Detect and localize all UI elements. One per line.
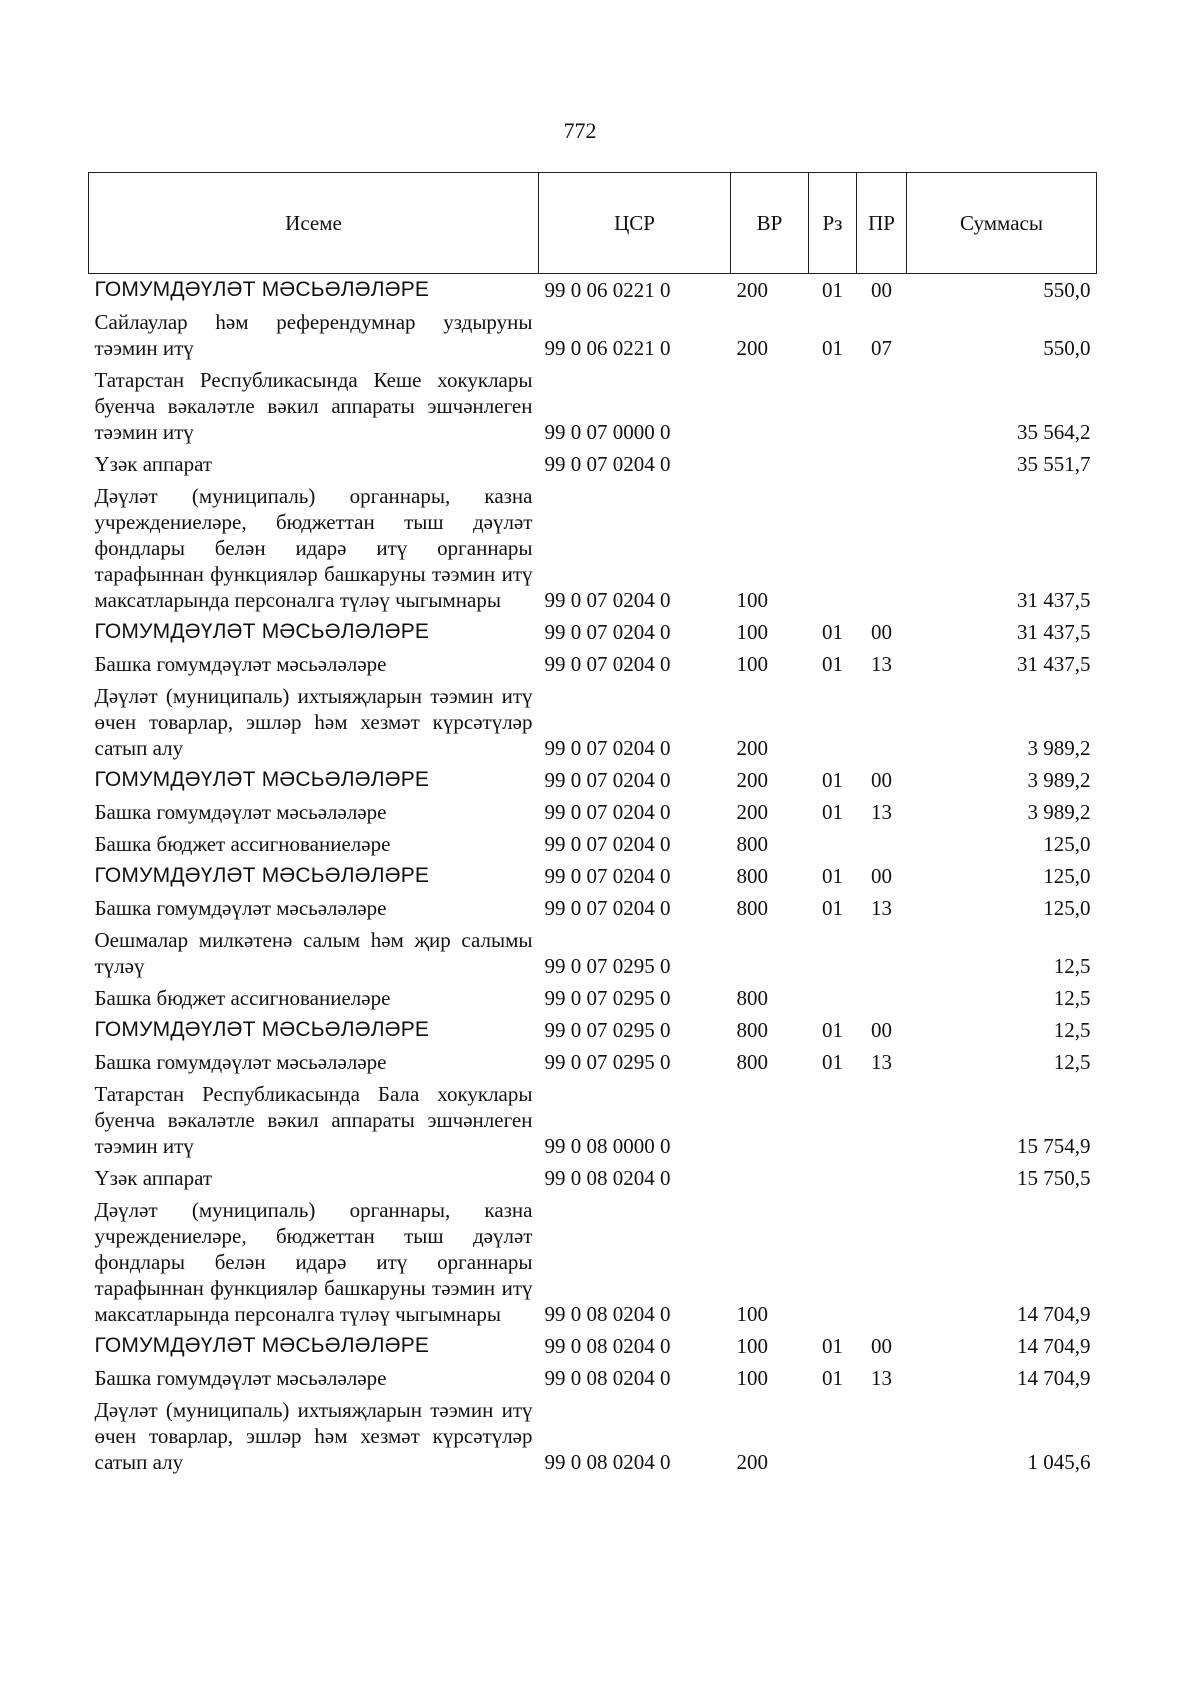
cell-csr: 99 0 07 0204 0 [544,864,671,888]
cell-csr: 99 0 08 0204 0 [544,1450,671,1474]
cell-name: Татарстан Республикасында Кеше хокуклары буенча вәкаләтле вәкил аппараты эшчәнлеген тәэмин итү [94,368,533,444]
cell-name: Дәүләт (муниципаль) органнары, казна учреждениеләре, бюджеттан тыш дәүләт фондлары белән идарә итү органнары тарафыннан функцияләр башкаруны тәэмин итү максатларында персоналга түләү чыгымнары [94,484,533,612]
cell-name: Башка гомумдәүләт мәсьәләләре [94,1050,387,1074]
cell-vr: 200 [736,278,768,302]
cell-pr: 00 [871,768,892,792]
cell-sum: 3 989,2 [1027,800,1091,824]
cell-sum: 125,0 [1043,832,1091,856]
cell-vr: 800 [736,1050,768,1074]
cell-vr [731,924,809,982]
cell-csr: 99 0 06 0221 0 [544,336,671,360]
cell-vr: 200 [736,736,768,760]
cell-name: ГОМУМДӘҮЛӘТ МӘСЬӘЛӘЛӘРЕ [94,864,430,887]
cell-rz: 01 [822,652,843,676]
cell-sum: 12,5 [1053,1018,1091,1042]
table-row [89,364,1097,448]
cell-sum: 550,0 [1043,278,1091,302]
cell-pr: 00 [871,864,892,888]
cell-rz [809,828,857,860]
cell-pr: 00 [871,1018,892,1042]
cell-rz: 01 [822,1366,843,1390]
table-row [89,448,1097,480]
cell-pr: 00 [871,1334,892,1358]
cell-csr: 99 0 08 0204 0 [544,1302,671,1326]
cell-sum: 125,0 [1043,896,1091,920]
table-row [89,982,1097,1014]
table-row [89,1162,1097,1194]
cell-pr [857,448,907,480]
cell-name: Үзәк аппарат [94,452,213,476]
cell-rz: 01 [822,896,843,920]
cell-csr: 99 0 08 0204 0 [544,1366,671,1390]
cell-name: Башка бюджет ассигнованиеләре [94,986,391,1010]
cell-name: Үзәк аппарат [94,1166,213,1190]
budget-table [88,172,1097,1478]
cell-pr [857,680,907,764]
table-row [89,648,1097,680]
cell-rz: 01 [822,768,843,792]
cell-name: Башка гомумдәүләт мәсьәләләре [94,652,387,676]
table-row [89,274,1097,307]
table-row [89,1362,1097,1394]
cell-rz [809,1394,857,1478]
cell-csr: 99 0 07 0204 0 [544,768,671,792]
cell-rz: 01 [822,1018,843,1042]
cell-rz: 01 [822,336,843,360]
table-row [89,764,1097,796]
cell-vr [731,1162,809,1194]
table-row [89,480,1097,616]
cell-vr: 800 [736,896,768,920]
cell-vr [731,448,809,480]
header-name: Исеме [89,173,539,274]
cell-csr: 99 0 07 0295 0 [544,986,671,1010]
cell-pr [857,982,907,1014]
table-row [89,1330,1097,1362]
cell-vr: 100 [736,620,768,644]
cell-sum: 31 437,5 [1017,588,1091,612]
table-row [89,860,1097,892]
cell-vr: 800 [736,864,768,888]
cell-sum: 12,5 [1053,954,1091,978]
cell-sum: 35 564,2 [1017,420,1091,444]
cell-csr: 99 0 07 0000 0 [544,420,671,444]
cell-name: Дәүләт (муниципаль) органнары, казна учреждениеләре, бюджеттан тыш дәүләт фондлары белән идарә итү органнары тарафыннан функцияләр башкаруны тәэмин итү максатларында персоналга түләү чыгымнары [94,1198,533,1326]
header-vr: ВР [731,173,809,274]
cell-csr: 99 0 07 0204 0 [544,452,671,476]
cell-name: ГОМУМДӘҮЛӘТ МӘСЬӘЛӘЛӘРЕ [94,1018,430,1041]
cell-name: Башка гомумдәүләт мәсьәләләре [94,1366,387,1390]
cell-pr [857,1078,907,1162]
header-rz: Рз [809,173,857,274]
cell-name: ГОМУМДӘҮЛӘТ МӘСЬӘЛӘЛӘРЕ [94,620,430,643]
cell-name: Башка бюджет ассигнованиеләре [94,832,391,856]
cell-rz [809,982,857,1014]
cell-csr: 99 0 08 0204 0 [544,1166,671,1190]
cell-vr [731,364,809,448]
cell-sum: 31 437,5 [1017,652,1091,676]
cell-sum: 15 750,5 [1017,1166,1091,1190]
cell-vr: 100 [736,588,768,612]
cell-pr: 13 [871,800,892,824]
table-row [89,306,1097,364]
cell-rz: 01 [822,1334,843,1358]
cell-sum: 31 437,5 [1017,620,1091,644]
cell-pr: 07 [871,336,892,360]
table-header-row [89,173,1097,274]
cell-sum: 3 989,2 [1027,736,1091,760]
table-row [89,1394,1097,1478]
cell-sum: 14 704,9 [1017,1302,1091,1326]
cell-csr: 99 0 07 0204 0 [544,620,671,644]
cell-csr: 99 0 07 0204 0 [544,652,671,676]
table-body [89,274,1097,1479]
cell-rz: 01 [822,864,843,888]
cell-name: ГОМУМДӘҮЛӘТ МӘСЬӘЛӘЛӘРЕ [94,768,430,791]
cell-rz [809,364,857,448]
cell-rz: 01 [822,620,843,644]
cell-sum: 1 045,6 [1027,1450,1091,1474]
cell-pr [857,364,907,448]
table-row [89,892,1097,924]
cell-name: Дәүләт (муниципаль) ихтыяҗларын тәэмин итү өчен товарлар, эшләр һәм хезмәт күрсәтүләр сатып алу [94,1398,533,1474]
cell-sum: 14 704,9 [1017,1366,1091,1390]
cell-csr: 99 0 07 0295 0 [544,954,671,978]
cell-name: ГОМУМДӘҮЛӘТ МӘСЬӘЛӘЛӘРЕ [94,1334,430,1357]
cell-pr [857,480,907,616]
cell-rz: 01 [822,278,843,302]
table-row [89,828,1097,860]
cell-name: Дәүләт (муниципаль) ихтыяҗларын тәэмин итү өчен товарлар, эшләр һәм хезмәт күрсәтүләр сатып алу [94,684,533,760]
cell-name: Татарстан Республикасында Бала хокуклары буенча вәкаләтле вәкил аппараты эшчәнлеген тәэмин итү [94,1082,533,1158]
cell-pr [857,1394,907,1478]
cell-pr [857,1162,907,1194]
cell-sum: 15 754,9 [1017,1134,1091,1158]
header-csr: ЦСР [539,173,731,274]
cell-pr: 13 [871,652,892,676]
cell-vr: 200 [736,336,768,360]
cell-name: Сайлаулар һәм референдумнар уздыруны тәэмин итү [94,310,533,360]
cell-sum: 12,5 [1053,1050,1091,1074]
cell-name: ГОМУМДӘҮЛӘТ МӘСЬӘЛӘЛӘРЕ [94,278,430,301]
cell-rz [809,1078,857,1162]
cell-vr: 100 [736,1366,768,1390]
cell-vr: 100 [736,652,768,676]
cell-vr: 100 [736,1334,768,1358]
cell-csr: 99 0 07 0204 0 [544,736,671,760]
cell-vr [731,1078,809,1162]
cell-csr: 99 0 07 0295 0 [544,1050,671,1074]
cell-pr: 00 [871,278,892,302]
cell-rz [809,1194,857,1330]
cell-name: Башка гомумдәүләт мәсьәләләре [94,896,387,920]
cell-csr: 99 0 07 0295 0 [544,1018,671,1042]
cell-vr: 800 [736,832,768,856]
cell-pr [857,1194,907,1330]
cell-vr: 100 [736,1302,768,1326]
cell-csr: 99 0 08 0204 0 [544,1334,671,1358]
cell-csr: 99 0 07 0204 0 [544,800,671,824]
table-row [89,924,1097,982]
cell-sum: 35 551,7 [1017,452,1091,476]
cell-sum: 12,5 [1053,986,1091,1010]
cell-rz: 01 [822,800,843,824]
cell-rz: 01 [822,1050,843,1074]
table-row [89,796,1097,828]
table-row [89,680,1097,764]
cell-csr: 99 0 07 0204 0 [544,896,671,920]
header-pr: ПР [857,173,907,274]
cell-vr: 200 [736,800,768,824]
cell-rz [809,1162,857,1194]
cell-pr: 13 [871,1050,892,1074]
cell-vr: 200 [736,1450,768,1474]
cell-name: Оешмалар милкәтенә салым һәм җир салымы түләү [94,928,533,978]
table-row [89,616,1097,648]
cell-pr: 13 [871,1366,892,1390]
cell-sum: 3 989,2 [1027,768,1091,792]
cell-sum: 550,0 [1043,336,1091,360]
cell-csr: 99 0 08 0000 0 [544,1134,671,1158]
cell-csr: 99 0 07 0204 0 [544,588,671,612]
table-row [89,1194,1097,1330]
table-row [89,1046,1097,1078]
cell-vr: 800 [736,1018,768,1042]
cell-vr: 800 [736,986,768,1010]
page-number: 772 [563,118,597,143]
cell-rz [809,680,857,764]
cell-csr: 99 0 06 0221 0 [544,278,671,302]
cell-pr: 13 [871,896,892,920]
cell-rz [809,448,857,480]
cell-rz [809,480,857,616]
cell-vr: 200 [736,768,768,792]
cell-pr [857,828,907,860]
header-sum: Суммасы [907,173,1097,274]
cell-name: Башка гомумдәүләт мәсьәләләре [94,800,387,824]
table-row [89,1014,1097,1046]
cell-csr: 99 0 07 0204 0 [544,832,671,856]
cell-sum: 125,0 [1043,864,1091,888]
table-row [89,1078,1097,1162]
cell-sum: 14 704,9 [1017,1334,1091,1358]
cell-pr [857,924,907,982]
cell-pr: 00 [871,620,892,644]
cell-rz [809,924,857,982]
